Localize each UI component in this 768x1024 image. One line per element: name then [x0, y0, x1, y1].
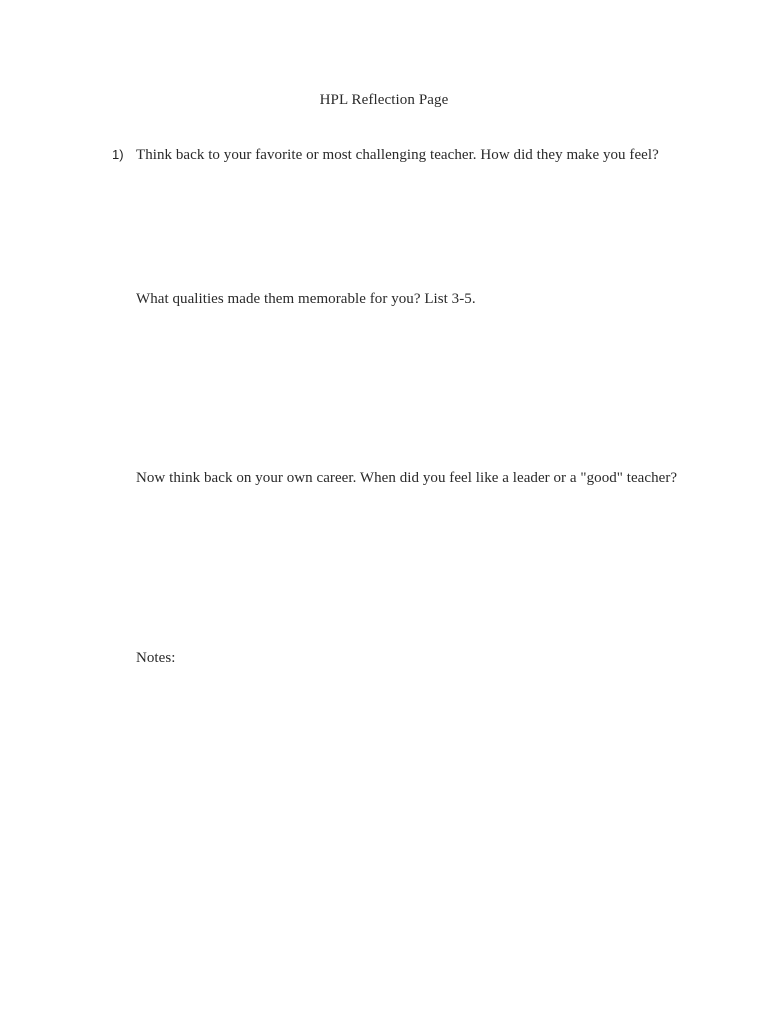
page-title: HPL Reflection Page — [319, 92, 449, 108]
prompt-memorable-qualities: What qualities made them memorable for you? List 3-5. — [136, 291, 476, 307]
question-number: 1) — [112, 147, 124, 162]
notes-label: Notes: — [136, 650, 176, 666]
prompt-own-career: Now think back on your own career. When did you feel like a leader or a "good" teacher? — [136, 470, 678, 486]
prompt-favorite-teacher: Think back to your favorite or most challenging teacher. How did they make you feel? — [136, 147, 659, 163]
